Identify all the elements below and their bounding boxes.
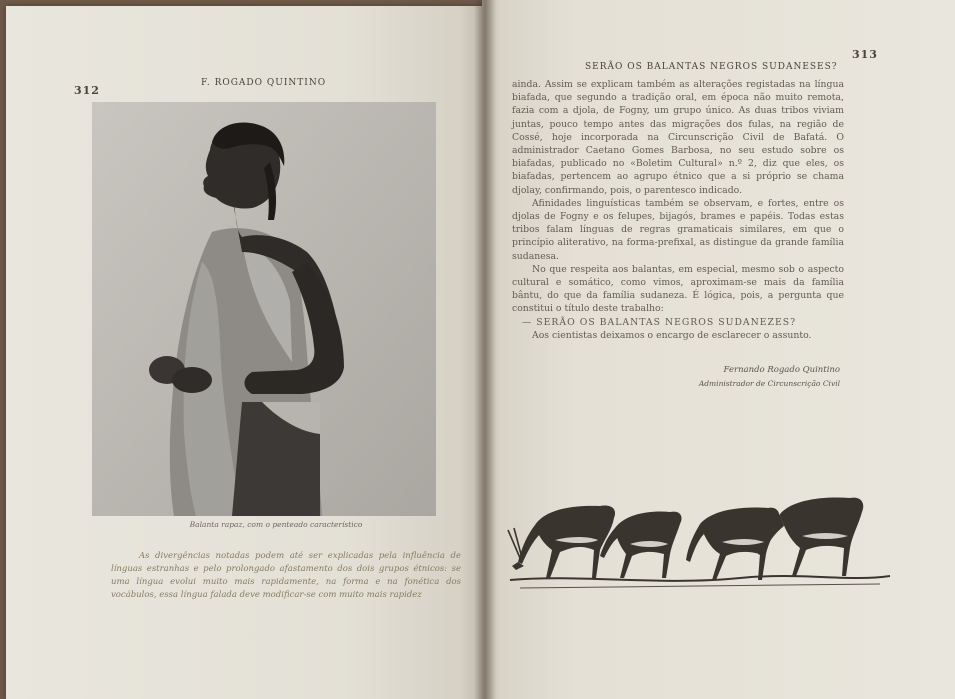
portrait-photo — [92, 102, 436, 516]
right-paragraph-closing: Aos cientistas deixamos o encargo de esclarecer o assunto. — [532, 329, 812, 341]
left-page — [6, 6, 490, 699]
left-running-head: F. ROGADO QUINTINO — [201, 78, 327, 88]
photo-caption: Balanta rapaz, com o penteado característico — [189, 520, 363, 529]
title-question: — SERÃO OS BALANTAS NEGROS SUDANEZES? — [522, 316, 797, 328]
right-paragraph-2: Afinidades linguísticas também se observam, e fortes, entre os djolas de Fogny e os felupes, bijagós, brames e papéis. Todas estas tribos falam línguas de regras gramaticais similares, em que o princípio aliterativo, na forma-prefixal, as distingue da grande família sudanesa. — [512, 197, 844, 262]
gazelles-illustration — [500, 470, 895, 598]
signature-role: Administrador de Circunscrição Civil — [698, 379, 840, 388]
right-paragraph-3: No que respeita aos balantas, em especial, mesmo sob o aspecto cultural e somático, como vimos, aproximam-se mais da família bântu, do que da família sudaneza. É lógica, pois, a pergunta que constitui o título deste trabalho: — [512, 263, 844, 315]
right-paragraph-1: ainda. Assim se explicam também as alterações registadas na língua biafada, que segundo a tradição oral, em época não muito remota, fazia com a djola, de Fogny, um grupo único. As duas tribos viviam juntas, pouco tempo antes das migrações dos fulas, na região de Cossé, hoje incorporada na Circunscrição Civil de Bafatá. O administrador Caetano Gomes Barbosa, no seu estudo sobre os biafadas, publicado no «Boletim Cultural» n.º 2, diz que eles, os biafadas, pertencem ao agrupo étnico que a si próprio se chama djolay, confirmando, pois, o parentesco indicado. — [512, 79, 844, 196]
left-page-number: 312 — [74, 84, 100, 97]
right-body-text — [512, 78, 844, 342]
left-body-text — [111, 550, 461, 602]
signature-name: Fernando Rogado Quintino — [723, 365, 840, 375]
right-page-number: 313 — [852, 48, 878, 61]
author-signature — [650, 364, 840, 390]
left-paragraph: As divergências notadas podem até ser explicadas pela influência de línguas estranhas e pelo prolongado afastamento dos dois grupos étnicos: se uma língua evolui muito mais rapidamente, na forma e na fonética dos vocábulos, essa língua falada deve modificar-se com muito mais rapidez — [111, 551, 461, 600]
book-gutter — [474, 0, 496, 699]
right-running-head: SERÃO OS BALANTAS NEGROS SUDANESES? — [585, 62, 838, 72]
